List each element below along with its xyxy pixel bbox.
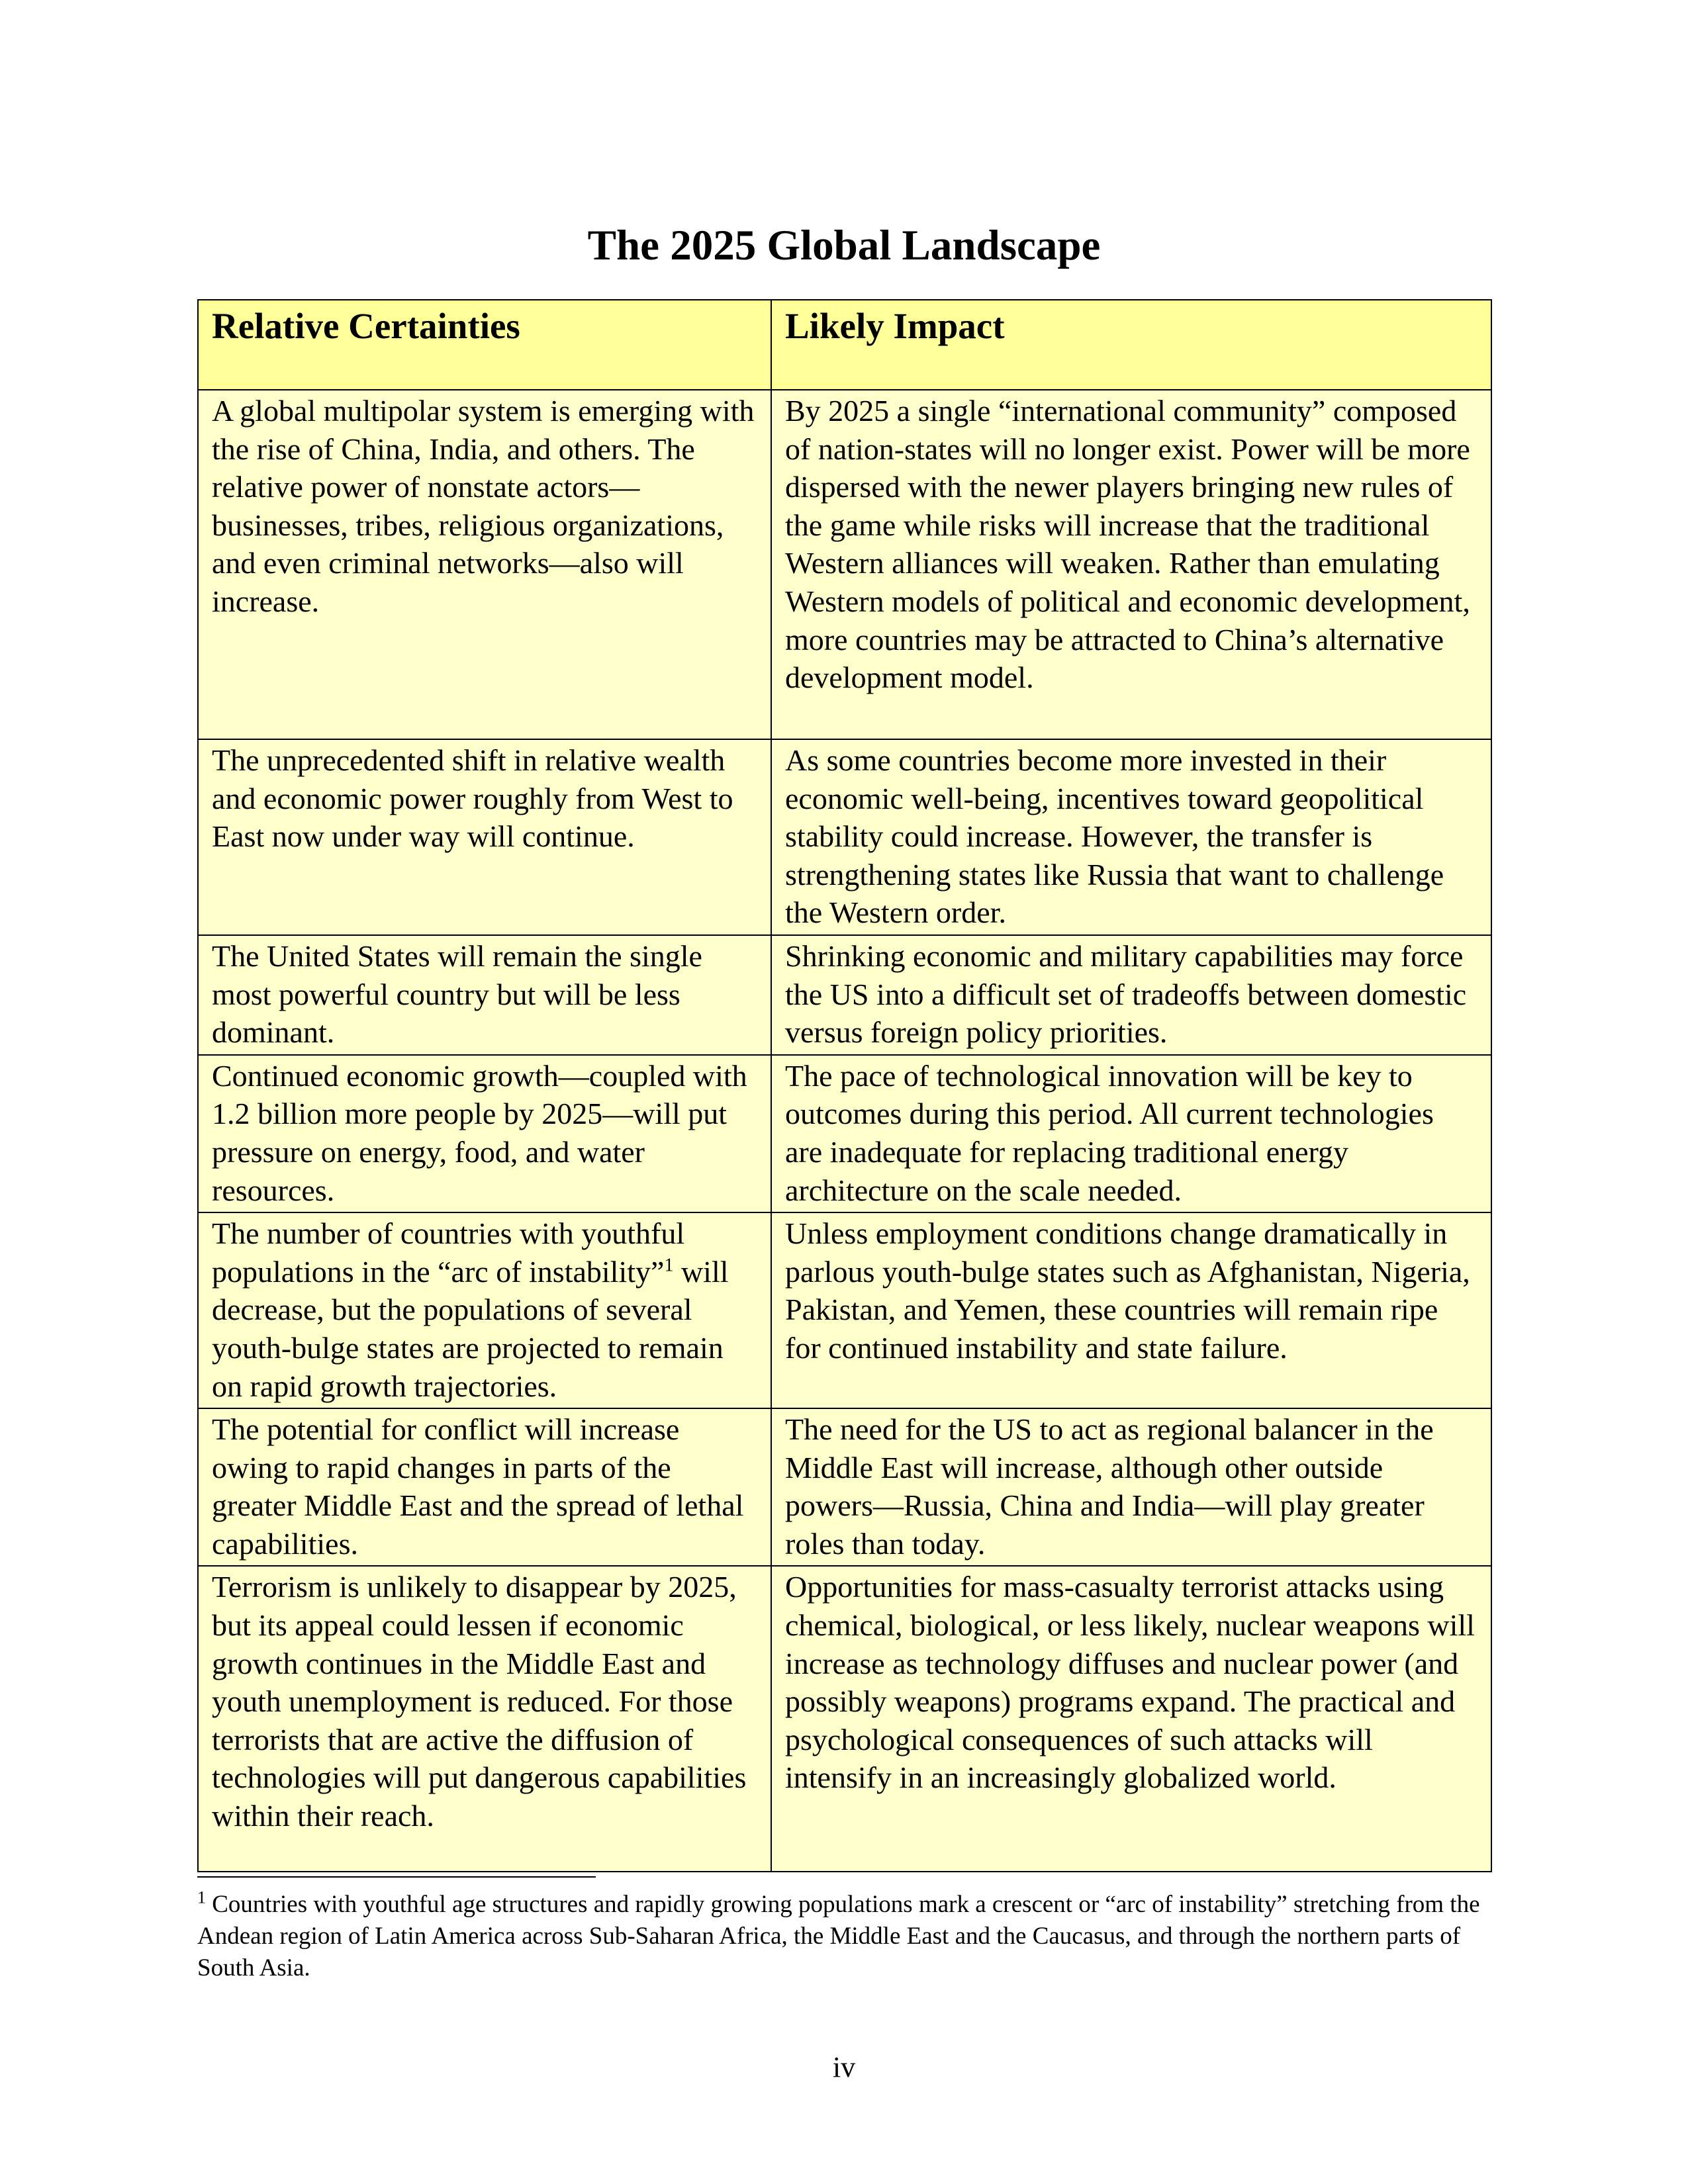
page-number: iv: [832, 2051, 856, 2083]
impact-cell: As some countries become more invested in their economic well-being, incentives toward geopolitical stability could increase. However, the transfer is strengthening states like Russia that want to challenge the Western order.: [771, 739, 1491, 935]
footnote: [197, 1889, 1491, 1984]
table-row: [198, 1055, 1491, 1212]
certainty-cell: A global multipolar system is emerging with the rise of China, India, and others. The relative power of nonstate actors—businesses, tribes, religious organizations, and even criminal networks—also will increase.: [198, 390, 771, 739]
table-header-row: [198, 300, 1491, 390]
global-landscape-table: [197, 299, 1492, 1872]
impact-cell: By 2025 a single “international community” composed of nation-states will no longer exist. Power will be more dispersed with the newer players bringing new rules of the game while risks will increase that the traditional Western alliances will weaken. Rather than emulating Western models of political and economic development, more countries may be attracted to China’s alternative development model.: [771, 390, 1491, 739]
impact-cell: Shrinking economic and military capabilities may force the US into a difficult set of tradeoffs between domestic versus foreign policy priorities.: [771, 935, 1491, 1055]
header-likely-impact: Likely Impact: [771, 300, 1491, 390]
certainty-cell: The United States will remain the single most powerful country but will be less dominant.: [198, 935, 771, 1055]
impact-cell: Unless employment conditions change dramatically in parlous youth-bulge states such as Afghanistan, Nigeria, Pakistan, and Yemen, these countries will remain ripe for continued instability and state failure.: [771, 1212, 1491, 1408]
page-title: The 2025 Global Landscape: [587, 221, 1101, 269]
footnote-marker: 1: [197, 1888, 206, 1907]
header-relative-certainties: Relative Certainties: [198, 300, 771, 390]
footnote-divider: [197, 1876, 596, 1878]
certainty-cell: Continued economic growth—coupled with 1.2 billion more people by 2025—will put pressure on energy, food, and water resources.: [198, 1055, 771, 1212]
footnote-reference[interactable]: 1: [664, 1255, 674, 1276]
table-row: [198, 390, 1491, 739]
impact-cell: Opportunities for mass-casualty terrorist attacks using chemical, biological, or less likely, nuclear weapons will increase as technology diffuses and nuclear power (and possibly weapons) programs expand. The practical and psychological consequences of such attacks will intensify in an increasingly globalized world.: [771, 1566, 1491, 1872]
table-row: [198, 1212, 1491, 1408]
impact-cell: The pace of technological innovation will be key to outcomes during this period. All current technologies are inadequate for replacing traditional energy architecture on the scale needed.: [771, 1055, 1491, 1212]
table-row: [198, 739, 1491, 935]
certainty-cell: Terrorism is unlikely to disappear by 2025, but its appeal could lessen if economic growth continues in the Middle East and youth unemployment is reduced. For those terrorists that are active the diffusion of technologies will put dangerous capabilities within their reach.: [198, 1566, 771, 1872]
certainty-text-after-footnote: will decrease, but the populations of several youth-bulge states are projected to remain on rapid growth trajectories.: [212, 1254, 729, 1403]
certainty-cell: The potential for conflict will increase owing to rapid changes in parts of the greater Middle East and the spread of lethal capabilities.: [198, 1408, 771, 1566]
impact-cell: The need for the US to act as regional balancer in the Middle East will increase, although other outside powers—Russia, China and India—will play greater roles than today.: [771, 1408, 1491, 1566]
certainty-text-before-footnote: The number of countries with youthful populations in the “arc of instability”: [212, 1216, 685, 1289]
table-row: [198, 1566, 1491, 1872]
table-row: [198, 935, 1491, 1055]
table-row: [198, 1408, 1491, 1566]
certainty-cell: [198, 1212, 771, 1408]
certainty-cell: The unprecedented shift in relative wealth and economic power roughly from West to East now under way will continue.: [198, 739, 771, 935]
footnote-text: Countries with youthful age structures and rapidly growing populations mark a crescent or “arc of instability” stretching from the Andean region of Latin America across Sub-Saharan Africa, the Middle East and the Caucasus, and through the northern parts of South Asia.: [197, 1891, 1480, 1981]
